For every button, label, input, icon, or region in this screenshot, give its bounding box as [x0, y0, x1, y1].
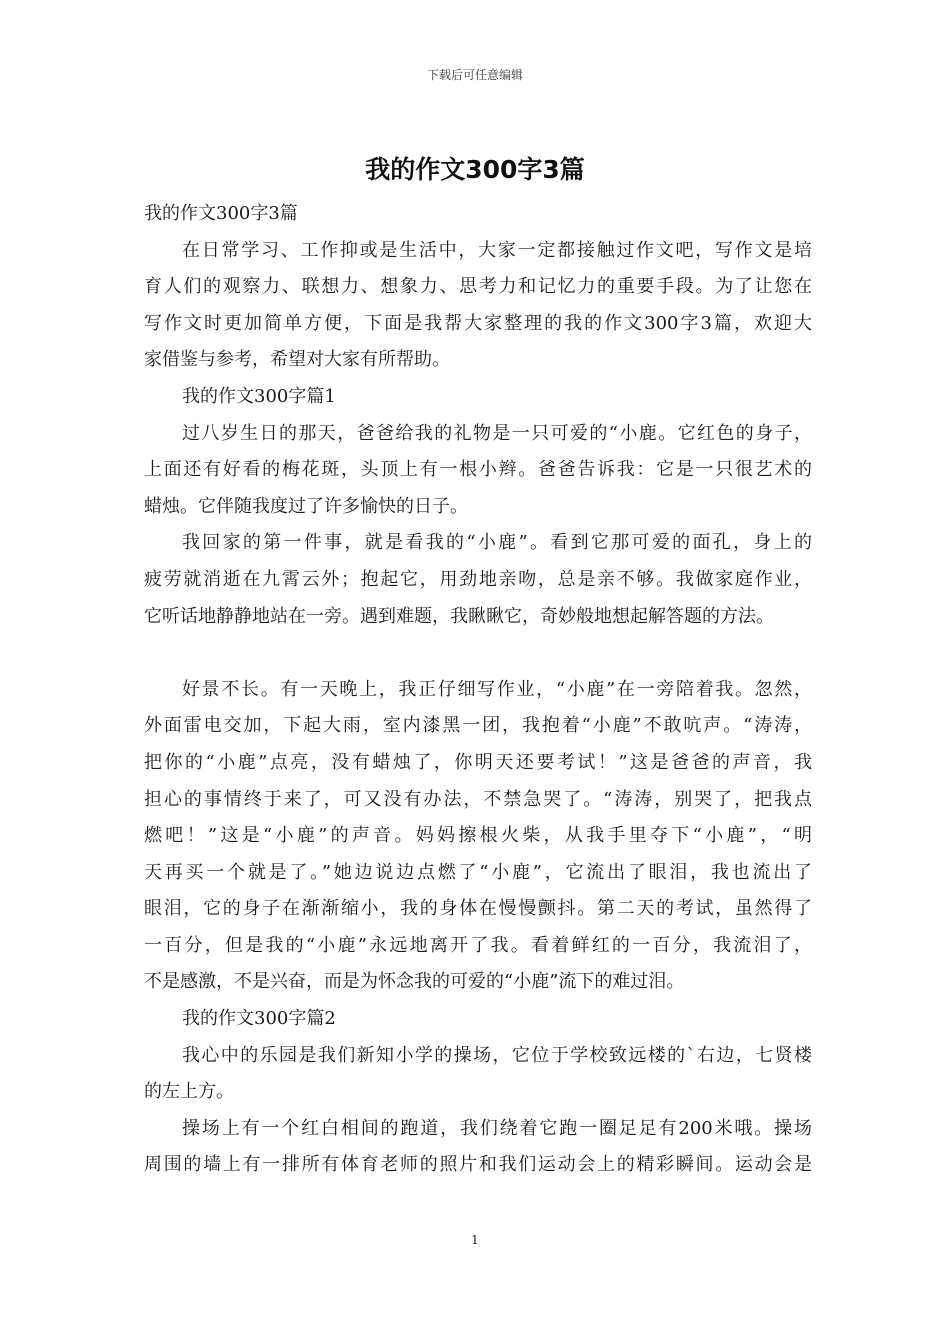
paragraph-line: 蜡烛。它伴随我度过了许多愉快的日子。	[144, 495, 468, 517]
paragraph-line: 一百分，但是我的“小鹿”永远地离开了我。看着鲜红的一百分，我流泪了，	[144, 934, 812, 956]
header-note: 下载后可任意编辑	[426, 68, 523, 82]
paragraph-line: 把你的“小鹿”点亮，没有蜡烛了，你明天还要考试！”这是爸爸的声音，我	[144, 751, 812, 773]
paragraph-line: 燃吧！”这是“小鹿”的声音。妈妈擦根火柴，从我手里夺下“小鹿”，“明	[144, 825, 812, 847]
subtitle-line: 我的作文300字3篇	[144, 203, 298, 224]
page-title: 我的作文300字3篇	[365, 155, 585, 184]
paragraph-line: 周围的墙上有一排所有体育老师的照片和我们运动会上的精彩瞬间。运动会是	[144, 1154, 812, 1176]
paragraph-line: 疲劳就消逝在九霄云外；抱起它，用劲地亲吻，总是亲不够。我做家庭作业，	[144, 568, 812, 590]
paragraph-line: 家借鉴与参考，希望对大家有所帮助。	[144, 349, 450, 371]
paragraph-line: 写作文时更加简单方便，下面是我帮大家整理的我的作文300字3篇，欢迎大	[144, 312, 812, 334]
page-number: 1	[471, 1233, 479, 1247]
paragraph-line: 外面雷电交加，下起大雨，室内漆黑一团，我抱着“小鹿”不敢吭声。“涛涛，	[144, 715, 812, 737]
blank-line	[144, 635, 812, 672]
paragraph-line: 育人们的观察力、联想力、想象力、思考力和记忆力的重要手段。为了让您在	[144, 276, 812, 298]
paragraph-line: 过八岁生日的那天，爸爸给我的礼物是一只可爱的“小鹿。它红色的身子，	[182, 422, 812, 444]
paragraph-line: 我心中的乐园是我们新知小学的操场，它位于学校致远楼的`右边，七贤楼	[182, 1044, 812, 1066]
paragraph-line: 它听话地静静地站在一旁。遇到难题，我瞅瞅它，奇妙般地想起解答题的方法。	[144, 605, 774, 627]
section-heading: 我的作文300字篇1	[182, 385, 336, 407]
paragraph-line: 不是感激，不是兴奋，而是为怀念我的可爱的“小鹿”流下的难过泪。	[144, 971, 685, 993]
paragraph-line: 的左上方。	[144, 1081, 234, 1103]
paragraph-line: 在日常学习、工作抑或是生活中，大家一定都接触过作文吧，写作文是培	[182, 239, 812, 261]
paragraph-line: 上面还有好看的梅花斑，头顶上有一根小辫。爸爸告诉我：它是一只很艺术的	[144, 459, 812, 481]
paragraph-line: 我回家的第一件事，就是看我的“小鹿”。看到它那可爱的面孔，身上的	[182, 532, 812, 554]
section-heading: 我的作文300字篇2	[182, 1008, 336, 1030]
article-body	[144, 196, 812, 1184]
paragraph-line: 天再买一个就是了。”她边说边点燃了“小鹿”，它流出了眼泪，我也流出了	[144, 861, 812, 883]
paragraph-line: 担心的事情终于来了，可又没有办法，不禁急哭了。“涛涛，别哭了，把我点	[144, 788, 812, 810]
paragraph-line: 操场上有一个红白相间的跑道，我们绕着它跑一圈足足有200米哦。操场	[182, 1117, 812, 1139]
paragraph-line: 好景不长。有一天晚上，我正仔细写作业，“小鹿”在一旁陪着我。忽然，	[182, 678, 812, 700]
paragraph-line: 眼泪，它的身子在渐渐缩小，我的身体在慢慢颤抖。第二天的考试，虽然得了	[144, 898, 812, 920]
